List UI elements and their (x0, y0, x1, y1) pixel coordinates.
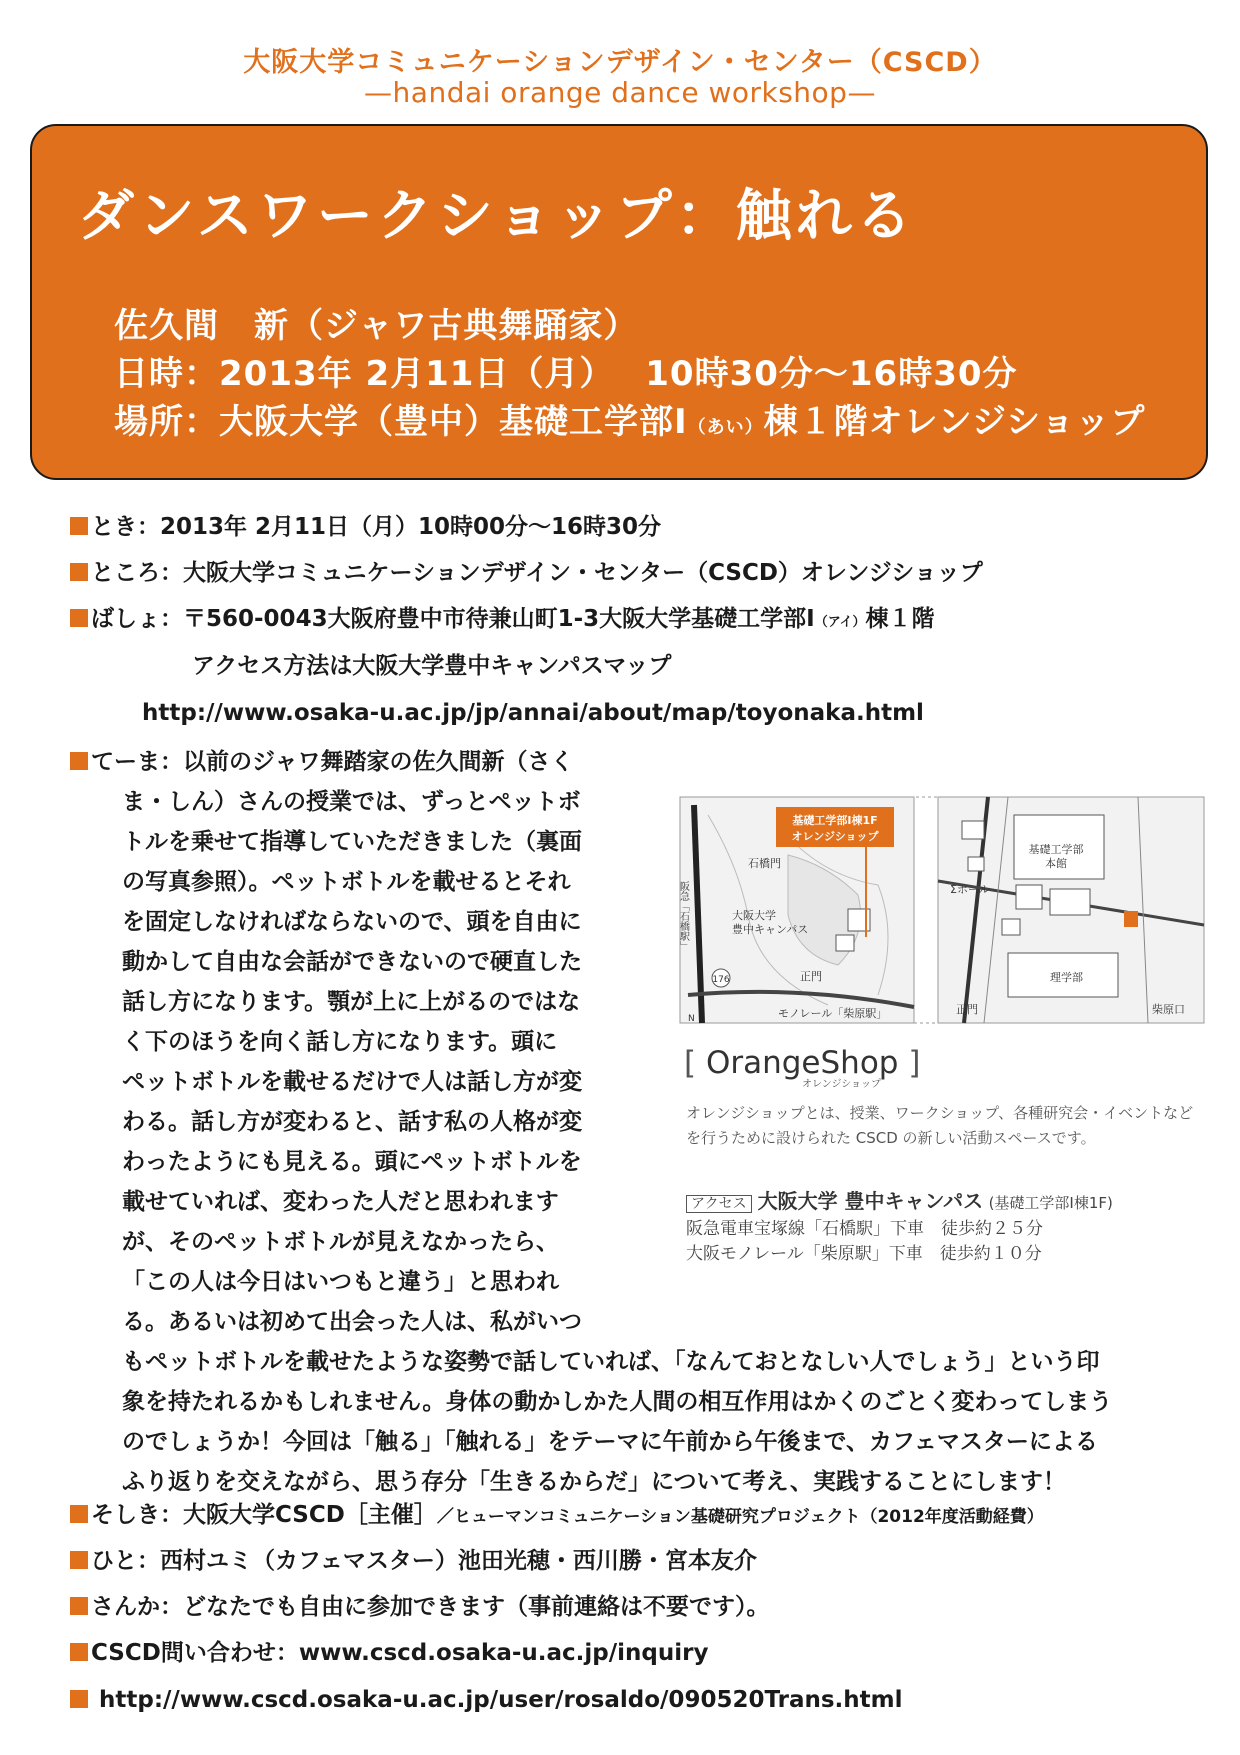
bullet-square-icon (70, 752, 88, 770)
label-seimon-2: 正門 (956, 1003, 978, 1016)
label-campus-2: 豊中キャンパス (732, 923, 809, 936)
info-map-url[interactable]: http://www.osaka-u.ac.jp/jp/annai/about/map/toyonaka.html (142, 700, 924, 726)
theme-line: のでしょうか！今回は「触る」「触れる」をテーマに午前から午後まで、カフェマスターによる (122, 1429, 1098, 1455)
title-banner (30, 124, 1208, 480)
theme-body-wide (122, 1342, 1202, 1502)
orange-shop-logo: [ OrangeShop ] オレンジショップ (684, 1045, 921, 1090)
theme-line: 「この人は今日はいつもと違う」と思われ (122, 1269, 559, 1295)
bullet-square-icon (70, 517, 88, 535)
label-seimon: 正門 (800, 970, 822, 983)
bullet-square-icon (70, 563, 88, 581)
info-tokoro: ところ：大阪大学コミュニケーションデザイン・センター（CSCD）オレンジショップ (70, 558, 983, 588)
campus-map-panel (678, 795, 1206, 1285)
footer-url[interactable]: http://www.cscd.osaka-u.ac.jp/user/rosaldo/090520Trans.html (70, 1685, 903, 1715)
info-toki: とき：2013年 2月11日（月）10時00分～16時30分 (70, 512, 661, 542)
access-line-1: 阪急電車宝塚線「石橋駅」下車 徒歩約２５分 (686, 1219, 1043, 1239)
header-org: 大阪大学コミュニケーションデザイン・センター（CSCD） (243, 47, 997, 78)
info-basho: ばしょ：〒560-0043大阪府豊中市待兼山町1-3大阪大学基礎工学部Ⅰ（アイ）棟１階 (70, 604, 935, 638)
label-kiso-2: 本館 (1045, 857, 1067, 870)
place-line: 場所：大阪大学（豊中）基礎工学部Ⅰ（あい）棟１階オレンジショップ (114, 402, 1146, 442)
access-tag: アクセス (686, 1195, 752, 1213)
label-ishibashimon: 石橋門 (748, 857, 781, 870)
bullet-square-icon (70, 1597, 88, 1615)
campus-map (678, 795, 1206, 1035)
callout-label-2: オレンジショップ (791, 830, 879, 843)
footer-hito: ひと：西村ユミ（カフェマスター）池田光穂・西川勝・宮本友介 (70, 1546, 757, 1576)
label-sigma-hall: Σホール (950, 883, 990, 896)
footer-soshiki: そしき：大阪大学CSCD［主催］／ヒューマンコミュニケーション基礎研究プロジェクト（2012年度活動経費） (70, 1500, 1044, 1532)
bullet-square-icon (70, 1643, 88, 1661)
theme-line: ペットボトルを載せるだけで人は話し方が変 (122, 1069, 582, 1095)
bullet-square-icon (70, 1690, 88, 1708)
datetime-line: 日時：2013年 2月11日（月） 10時30分～16時30分 (114, 354, 1018, 394)
bullet-square-icon (70, 609, 88, 627)
theme-line: 象を持たれるかもしれません。身体の動かしかた人間の相互作用はかくのごとく変わってしまう (122, 1389, 1113, 1415)
theme-line: トルを乗せて指導していただきました（裏面 (122, 829, 582, 855)
theme-line: く下のほうを向く話し方になります。頭に (122, 1029, 558, 1055)
orange-shop-marker (1124, 911, 1138, 927)
label-hankyu: 阪急「石橋駅」 (678, 881, 689, 951)
callout-label-1: 基礎工学部Ⅰ棟1F (792, 814, 878, 827)
theme-line: る。あるいは初めて出会った人は、私がいつ (122, 1309, 582, 1335)
theme-line: ま・しん）さんの授業では、ずっとペットボ (122, 789, 581, 815)
label-route-176: 176 (712, 975, 730, 985)
theme-body (122, 782, 622, 1342)
theme-line: 載せていれば、変わった人だと思われます (122, 1189, 559, 1215)
theme-line: ふり返りを交えながら、思う存分「生きるからだ」について考え、実践することにします！ (122, 1469, 1066, 1495)
label-rigaku: 理学部 (1050, 971, 1083, 984)
north-icon: N (688, 1014, 695, 1024)
theme-line: を固定しなければならないので、頭を自由に (122, 909, 582, 935)
theme-line: 話し方になります。顎が上に上がるのではな (122, 989, 581, 1015)
bullet-square-icon (70, 1551, 88, 1569)
header-subtitle: —handai orange dance workshop— (364, 76, 876, 109)
theme-line: わったようにも見える。頭にペットボトルを (122, 1149, 582, 1175)
bullet-square-icon (70, 1505, 88, 1523)
theme-line: 動かして自由な会話ができないので硬直した (122, 949, 582, 975)
label-kiso-1: 基礎工学部 (1028, 843, 1084, 856)
info-access: アクセス方法は大阪大学豊中キャンパスマップ (192, 653, 672, 679)
label-monorail: モノレール「柴原駅」 (778, 1007, 888, 1020)
theme-line: わる。話し方が変わると、話す私の人格が変 (122, 1109, 582, 1135)
footer-sanka: さんか：どなたでも自由に参加できます（事前連絡は不要です）。 (70, 1592, 770, 1622)
theme-line: もペットボトルを載せたような姿勢で話していれば、「なんておとなしい人でしょう」という印 (122, 1349, 1100, 1375)
theme-line: の写真参照）。ペットボトルを載せるとそれ (122, 869, 571, 895)
event-title: ダンスワークショップ：触れる (78, 184, 916, 249)
label-campus-1: 大阪大学 (732, 909, 776, 922)
theme-first-line: てーま：以前のジャワ舞踏家の佐久間新（さく (70, 742, 574, 782)
label-shibahara: 柴原口 (1152, 1003, 1185, 1016)
access-line-2: 大阪モノレール「柴原駅」下車 徒歩約１０分 (686, 1244, 1042, 1264)
theme-line: が、そのペットボトルが見えなかったら、 (122, 1229, 559, 1255)
footer-inquiry[interactable]: CSCD問い合わせ：www.cscd.osaka-u.ac.jp/inquiry (70, 1638, 708, 1668)
access-info: アクセス 大阪大学 豊中キャンパス (基礎工学部Ⅰ棟1F) 阪急電車宝塚線「石橋駅」下車 徒歩約２５分 大阪モノレール「柴原駅」下車 徒歩約１０分 (686, 1189, 1113, 1267)
instructor-line: 佐久間 新（ジャワ古典舞踊家） (114, 306, 639, 346)
orange-shop-description: オレンジショップとは、授業、ワークショップ、各種研究会・イベントなどを行うために設けられた CSCD の新しい活動スペースです。 (686, 1104, 1194, 1147)
